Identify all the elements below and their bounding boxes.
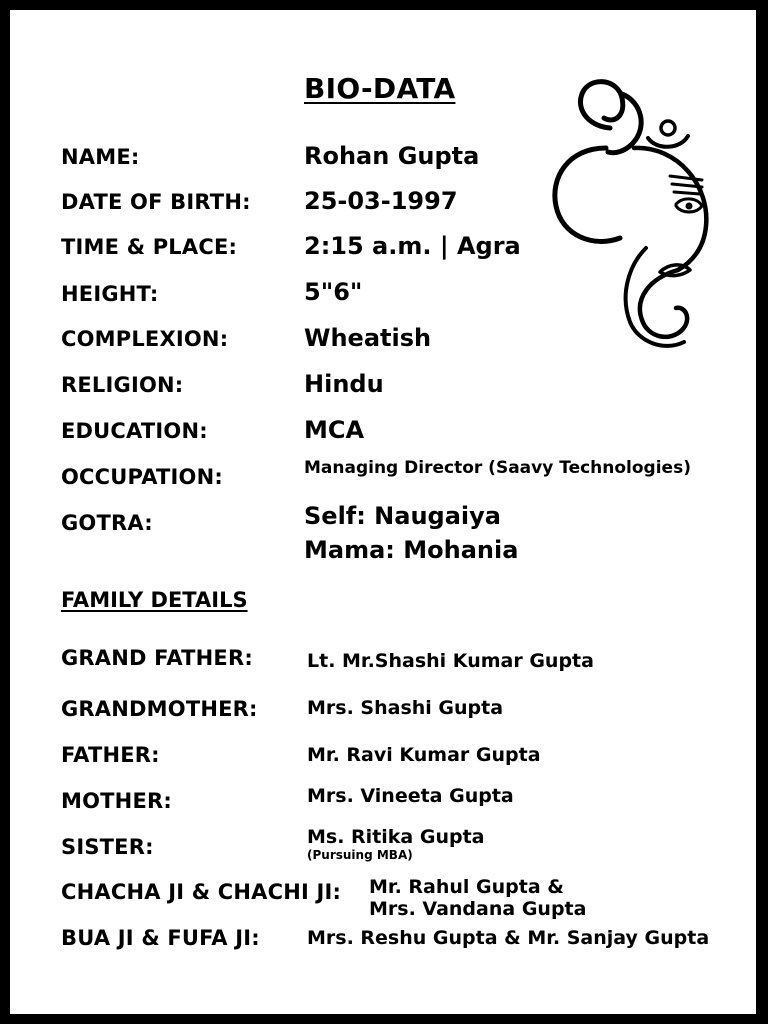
education-value: MCA — [304, 416, 365, 444]
occupation-label: OCCUPATION: — [61, 465, 223, 489]
sister-value: Ms. Ritika Gupta — [307, 826, 485, 848]
chacha-value: Mr. Rahul Gupta & — [369, 876, 564, 898]
religion-value: Hindu — [304, 370, 384, 398]
dob-label: DATE OF BIRTH: — [61, 190, 251, 214]
gotra-mama-value: Mama: Mohania — [304, 536, 519, 564]
grandmother-label: GRANDMOTHER: — [61, 697, 258, 721]
name-label: NAME: — [61, 145, 140, 169]
gotra-self-value: Self: Naugaiya — [304, 502, 501, 530]
biodata-page — [10, 10, 756, 1014]
name-value: Rohan Gupta — [304, 142, 480, 170]
height-value: 5"6" — [304, 278, 363, 306]
dob-value: 25-03-1997 — [304, 187, 458, 215]
father-value: Mr. Ravi Kumar Gupta — [307, 744, 541, 766]
time-place-value: 2:15 a.m. | Agra — [304, 232, 521, 260]
occupation-value: Managing Director (Saavy Technologies) — [304, 458, 691, 478]
complexion-value: Wheatish — [304, 324, 432, 352]
education-label: EDUCATION: — [61, 419, 208, 443]
chacha-chachi-label: CHACHA JI & CHACHI JI: — [61, 880, 342, 904]
time-place-label: TIME & PLACE: — [61, 235, 238, 259]
grandfather-label: GRAND FATHER: — [61, 646, 253, 670]
page-title: BIO-DATA — [304, 72, 456, 105]
ganesha-om-icon — [538, 66, 718, 356]
religion-label: RELIGION: — [61, 373, 184, 397]
father-label: FATHER: — [61, 743, 160, 767]
mother-value: Mrs. Vineeta Gupta — [307, 785, 514, 807]
chachi-value: Mrs. Vandana Gupta — [369, 898, 587, 920]
complexion-label: COMPLEXION: — [61, 327, 229, 351]
bua-fufa-label: BUA JI & FUFA JI: — [61, 926, 260, 950]
family-details-heading: FAMILY DETAILS — [61, 588, 248, 612]
sister-note: (Pursuing MBA) — [307, 848, 413, 862]
sister-label: SISTER: — [61, 835, 154, 859]
gotra-label: GOTRA: — [61, 511, 153, 535]
mother-label: MOTHER: — [61, 789, 172, 813]
grandmother-value: Mrs. Shashi Gupta — [307, 697, 504, 719]
bua-fufa-value: Mrs. Reshu Gupta & Mr. Sanjay Gupta — [307, 927, 710, 949]
grandfather-value: Lt. Mr.Shashi Kumar Gupta — [307, 650, 594, 672]
height-label: HEIGHT: — [61, 282, 159, 306]
